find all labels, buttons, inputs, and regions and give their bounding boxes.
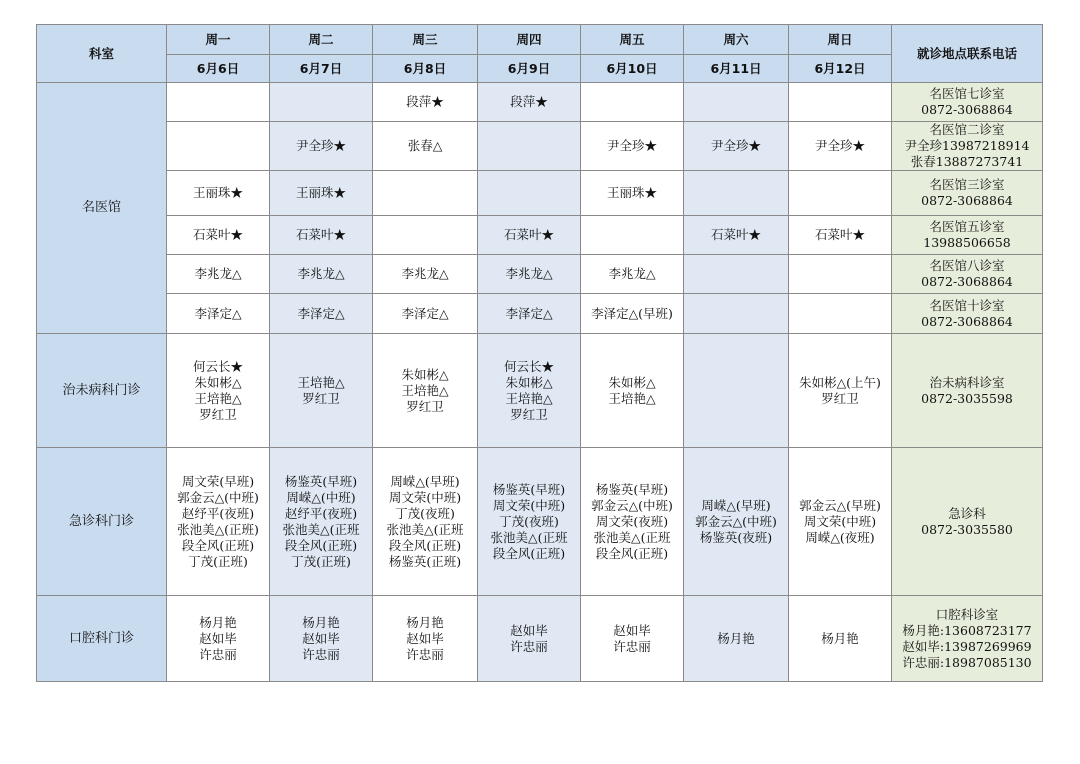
duty-cell (789, 83, 892, 122)
duty-cell: 赵如毕 许忠丽 (478, 596, 581, 682)
duty-cell (684, 294, 789, 334)
schedule-row (37, 294, 1043, 334)
schedule-row (37, 334, 1043, 448)
duty-cell: 王丽珠★ (581, 171, 684, 216)
duty-cell: 杨月艳 赵如毕 许忠丽 (373, 596, 478, 682)
schedule-row (37, 255, 1043, 294)
duty-cell: 李兆龙△ (478, 255, 581, 294)
date-header: 6月6日 (167, 55, 270, 83)
date-header: 6月10日 (581, 55, 684, 83)
dept-header: 科室 (37, 25, 167, 83)
duty-cell (167, 83, 270, 122)
duty-cell: 朱如彬△(上午) 罗红卫 (789, 334, 892, 448)
duty-cell: 杨月艳 (684, 596, 789, 682)
duty-cell: 杨月艳 (789, 596, 892, 682)
duty-cell (684, 255, 789, 294)
duty-cell: 尹全珍★ (581, 122, 684, 171)
duty-cell: 周文荣(早班) 郭金云△(中班) 赵纾平(夜班) 张池美△(正班) 段全风(正班) 丁茂(正班) (167, 448, 270, 596)
duty-cell: 王丽珠★ (167, 171, 270, 216)
duty-cell (684, 334, 789, 448)
department-name: 治未病科门诊 (37, 334, 167, 448)
duty-cell: 石菜叶★ (478, 216, 581, 255)
schedule-row (37, 171, 1043, 216)
weekday-header: 周日 (789, 25, 892, 55)
duty-cell: 李泽定△ (167, 294, 270, 334)
duty-cell: 王丽珠★ (270, 171, 373, 216)
duty-cell (373, 171, 478, 216)
duty-cell (478, 122, 581, 171)
duty-cell: 尹全珍★ (270, 122, 373, 171)
duty-cell (789, 294, 892, 334)
duty-cell: 李泽定△ (373, 294, 478, 334)
date-header: 6月12日 (789, 55, 892, 83)
department-name: 名医馆 (37, 83, 167, 334)
clinic-contact-cell: 名医馆七诊室 0872-3068864 (892, 83, 1043, 122)
duty-cell: 郭金云△(早班) 周文荣(中班) 周嵘△(夜班) (789, 448, 892, 596)
duty-cell: 杨月艳 赵如毕 许忠丽 (167, 596, 270, 682)
schedule-row (37, 448, 1043, 596)
schedule-row (37, 596, 1043, 682)
duty-cell (789, 171, 892, 216)
date-header: 6月9日 (478, 55, 581, 83)
duty-cell: 杨月艳 赵如毕 许忠丽 (270, 596, 373, 682)
department-name: 急诊科门诊 (37, 448, 167, 596)
duty-cell: 李泽定△ (270, 294, 373, 334)
weekday-header: 周三 (373, 25, 478, 55)
duty-cell: 李兆龙△ (373, 255, 478, 294)
contact-header: 就诊地点联系电话 (892, 25, 1043, 83)
date-header: 6月7日 (270, 55, 373, 83)
duty-cell (684, 83, 789, 122)
schedule-body (37, 83, 1043, 682)
date-header: 6月8日 (373, 55, 478, 83)
duty-cell: 石菜叶★ (167, 216, 270, 255)
duty-cell: 周嵘△(早班) 郭金云△(中班) 杨鉴英(夜班) (684, 448, 789, 596)
duty-cell (167, 122, 270, 171)
clinic-contact-cell: 名医馆二诊室 尹全珍13987218914 张春13887273741 (892, 122, 1043, 171)
duty-cell (789, 255, 892, 294)
duty-cell: 李兆龙△ (581, 255, 684, 294)
duty-cell: 王培艳△ 罗红卫 (270, 334, 373, 448)
duty-cell (478, 171, 581, 216)
duty-cell: 段萍★ (373, 83, 478, 122)
weekday-header: 周五 (581, 25, 684, 55)
clinic-contact-cell: 名医馆三诊室 0872-3068864 (892, 171, 1043, 216)
duty-cell (581, 216, 684, 255)
duty-cell: 杨鉴英(早班) 郭金云△(中班) 周文荣(夜班) 张池美△(正班 段全风(正班) (581, 448, 684, 596)
duty-cell: 朱如彬△ 王培艳△ (581, 334, 684, 448)
duty-cell (373, 216, 478, 255)
duty-cell: 杨鉴英(早班) 周文荣(中班) 丁茂(夜班) 张池美△(正班 段全风(正班) (478, 448, 581, 596)
clinic-contact-cell: 名医馆五诊室 13988506658 (892, 216, 1043, 255)
duty-cell: 石菜叶★ (789, 216, 892, 255)
weekday-header: 周一 (167, 25, 270, 55)
weekday-header: 周六 (684, 25, 789, 55)
duty-cell: 李泽定△(早班) (581, 294, 684, 334)
duty-cell (581, 83, 684, 122)
duty-cell: 赵如毕 许忠丽 (581, 596, 684, 682)
schedule-row (37, 216, 1043, 255)
department-name: 口腔科门诊 (37, 596, 167, 682)
clinic-contact-cell: 名医馆八诊室 0872-3068864 (892, 255, 1043, 294)
duty-cell: 朱如彬△ 王培艳△ 罗红卫 (373, 334, 478, 448)
duty-cell: 段萍★ (478, 83, 581, 122)
duty-cell: 周嵘△(早班) 周文荣(中班) 丁茂(夜班) 张池美△(正班 段全风(正班) 杨鉴英(正班) (373, 448, 478, 596)
clinic-contact-cell: 名医馆十诊室 0872-3068864 (892, 294, 1043, 334)
duty-cell: 张春△ (373, 122, 478, 171)
duty-cell: 石菜叶★ (270, 216, 373, 255)
clinic-contact-cell: 口腔科诊室 杨月艳:13608723177 赵如毕:13987269969 许忠丽:18987085130 (892, 596, 1043, 682)
weekday-header-row (37, 25, 1043, 55)
duty-schedule-table (36, 24, 1043, 682)
duty-cell: 李泽定△ (478, 294, 581, 334)
duty-cell (684, 171, 789, 216)
weekday-header: 周二 (270, 25, 373, 55)
duty-cell: 李兆龙△ (270, 255, 373, 294)
duty-cell: 何云长★ 朱如彬△ 王培艳△ 罗红卫 (478, 334, 581, 448)
duty-cell: 杨鉴英(早班) 周嵘△(中班) 赵纾平(夜班) 张池美△(正班 段全风(正班) 丁茂(正班) (270, 448, 373, 596)
duty-cell: 李兆龙△ (167, 255, 270, 294)
duty-cell: 石菜叶★ (684, 216, 789, 255)
duty-cell (270, 83, 373, 122)
date-header: 6月11日 (684, 55, 789, 83)
duty-cell: 尹全珍★ (684, 122, 789, 171)
clinic-contact-cell: 治未病科诊室 0872-3035598 (892, 334, 1043, 448)
duty-cell: 尹全珍★ (789, 122, 892, 171)
schedule-row (37, 122, 1043, 171)
duty-cell: 何云长★ 朱如彬△ 王培艳△ 罗红卫 (167, 334, 270, 448)
weekday-header: 周四 (478, 25, 581, 55)
clinic-contact-cell: 急诊科 0872-3035580 (892, 448, 1043, 596)
schedule-row (37, 83, 1043, 122)
schedule-page (36, 24, 1043, 682)
